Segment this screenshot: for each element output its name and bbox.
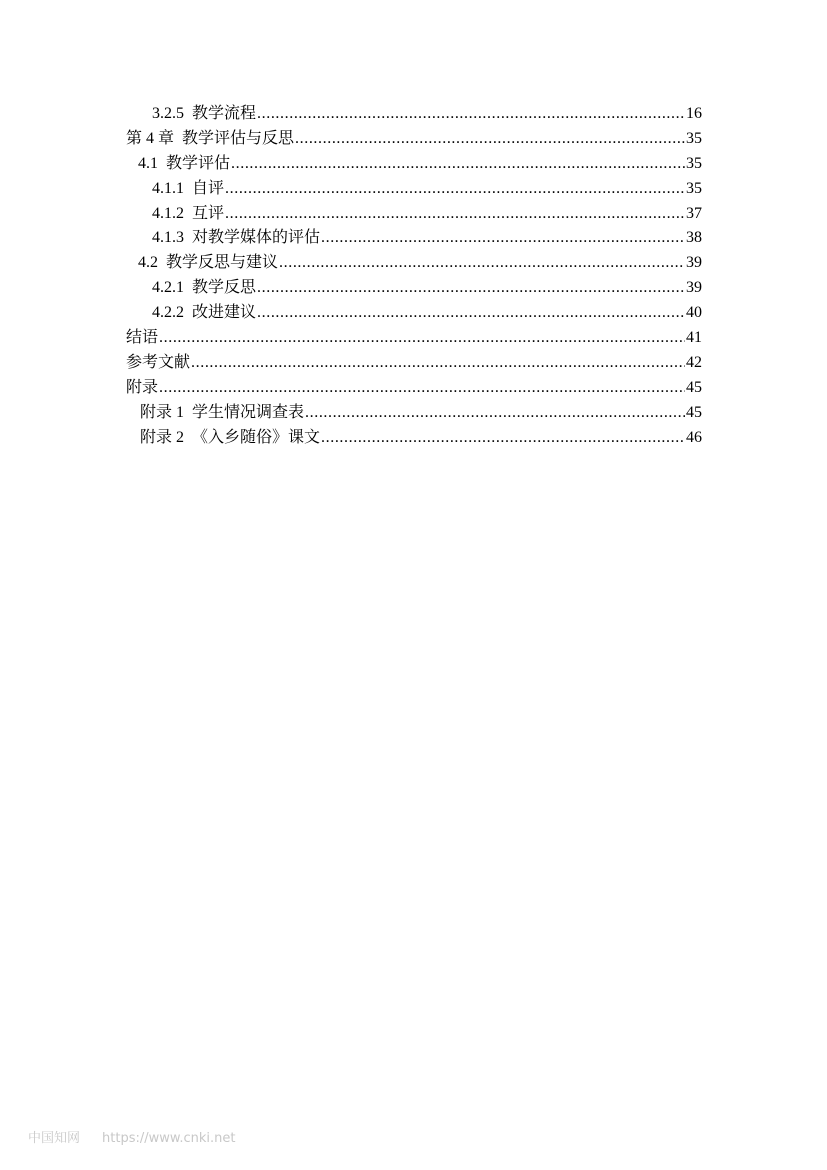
toc-page-number: 35: [686, 154, 702, 172]
toc-leader-dots: [305, 401, 685, 426]
toc-page-number: 37: [686, 204, 702, 222]
toc-leader-dots: [159, 376, 685, 401]
toc-entry-number: 4.1: [138, 154, 158, 172]
toc-leader-dots: [159, 326, 685, 351]
toc-entry-number: 3.2.5: [152, 105, 184, 122]
toc-entry-title: 附录: [126, 378, 159, 396]
watermark-url: https://www.cnki.net: [102, 1131, 236, 1146]
toc-leader-dots: [279, 251, 685, 276]
toc-leader-dots: [257, 276, 685, 301]
toc-page-number: 41: [686, 329, 702, 347]
toc-entry-title: 教学评估: [166, 154, 231, 172]
toc-entry-number: 4.2: [138, 254, 158, 272]
toc-entry-4-2[interactable]: [126, 251, 702, 276]
toc-leader-dots: [295, 127, 685, 152]
toc-leader-dots: [321, 426, 685, 451]
toc-entry-title: 互评: [192, 204, 225, 222]
toc-entry-number: 4.1.1: [152, 179, 184, 197]
toc-entry-number: 4.1.2: [152, 204, 184, 222]
toc-page-number: 46: [686, 428, 702, 446]
toc-leader-dots: [321, 226, 685, 251]
toc-entry-appendix-1[interactable]: [126, 401, 702, 426]
toc-entry-title: 参考文献: [126, 353, 191, 371]
toc-entry-title: 教学流程: [192, 105, 257, 122]
toc-entry-number: 4.1.3: [152, 229, 184, 247]
toc-entry-4-1-3[interactable]: [126, 226, 702, 251]
toc-page-number: 35: [686, 129, 702, 147]
toc-entry-number: 4.2.1: [152, 279, 184, 297]
toc-entry-number: 附录 2: [140, 428, 185, 446]
toc-entry-3-2-5[interactable]: [126, 102, 702, 127]
toc-entry-title: 教学反思: [192, 279, 257, 297]
toc-entry-appendix[interactable]: [126, 376, 702, 401]
toc-entry-number: 第 4 章: [126, 129, 175, 147]
toc-entry-title: 教学评估与反思: [182, 129, 295, 147]
toc-page-number: 16: [686, 105, 702, 122]
toc-entry-4-2-2[interactable]: [126, 301, 702, 326]
watermark-brand: 中国知网: [28, 1131, 81, 1146]
toc-entry-chapter-4[interactable]: [126, 127, 702, 152]
toc-entry-title: 教学反思与建议: [166, 254, 279, 272]
table-of-contents: [126, 102, 702, 450]
toc-entry-title: 对教学媒体的评估: [192, 229, 321, 247]
toc-entry-title: 结语: [126, 329, 159, 347]
toc-entry-number: 附录 1: [140, 403, 185, 421]
toc-page-number: 38: [686, 229, 702, 247]
toc-entry-4-1-1[interactable]: [126, 177, 702, 202]
toc-entry-conclusion[interactable]: [126, 326, 702, 351]
toc-entry-4-1-2[interactable]: [126, 202, 702, 227]
toc-leader-dots: [231, 152, 685, 177]
toc-leader-dots: [191, 351, 685, 376]
toc-page-number: 42: [686, 353, 702, 371]
toc-entry-title: 学生情况调查表: [192, 403, 305, 421]
toc-leader-dots: [257, 301, 685, 326]
toc-entry-title: 改进建议: [192, 304, 257, 322]
toc-entry-appendix-2[interactable]: [126, 426, 702, 451]
toc-leader-dots: [257, 102, 685, 127]
toc-leader-dots: [225, 177, 685, 202]
toc-entry-4-2-1[interactable]: [126, 276, 702, 301]
toc-entry-title: 自评: [192, 179, 225, 197]
toc-page-number: 35: [686, 179, 702, 197]
toc-page-number: 39: [686, 254, 702, 272]
toc-page-number: 45: [686, 403, 702, 421]
toc-page-number: 39: [686, 279, 702, 297]
toc-page-number: 40: [686, 304, 702, 322]
cnki-watermark: [28, 1127, 235, 1146]
toc-entry-title: 《入乡随俗》课文: [192, 428, 321, 446]
toc-entry-references[interactable]: [126, 351, 702, 376]
toc-page-number: 45: [686, 378, 702, 396]
toc-leader-dots: [225, 202, 685, 227]
toc-entry-number: 4.2.2: [152, 304, 184, 322]
toc-entry-4-1[interactable]: [126, 152, 702, 177]
